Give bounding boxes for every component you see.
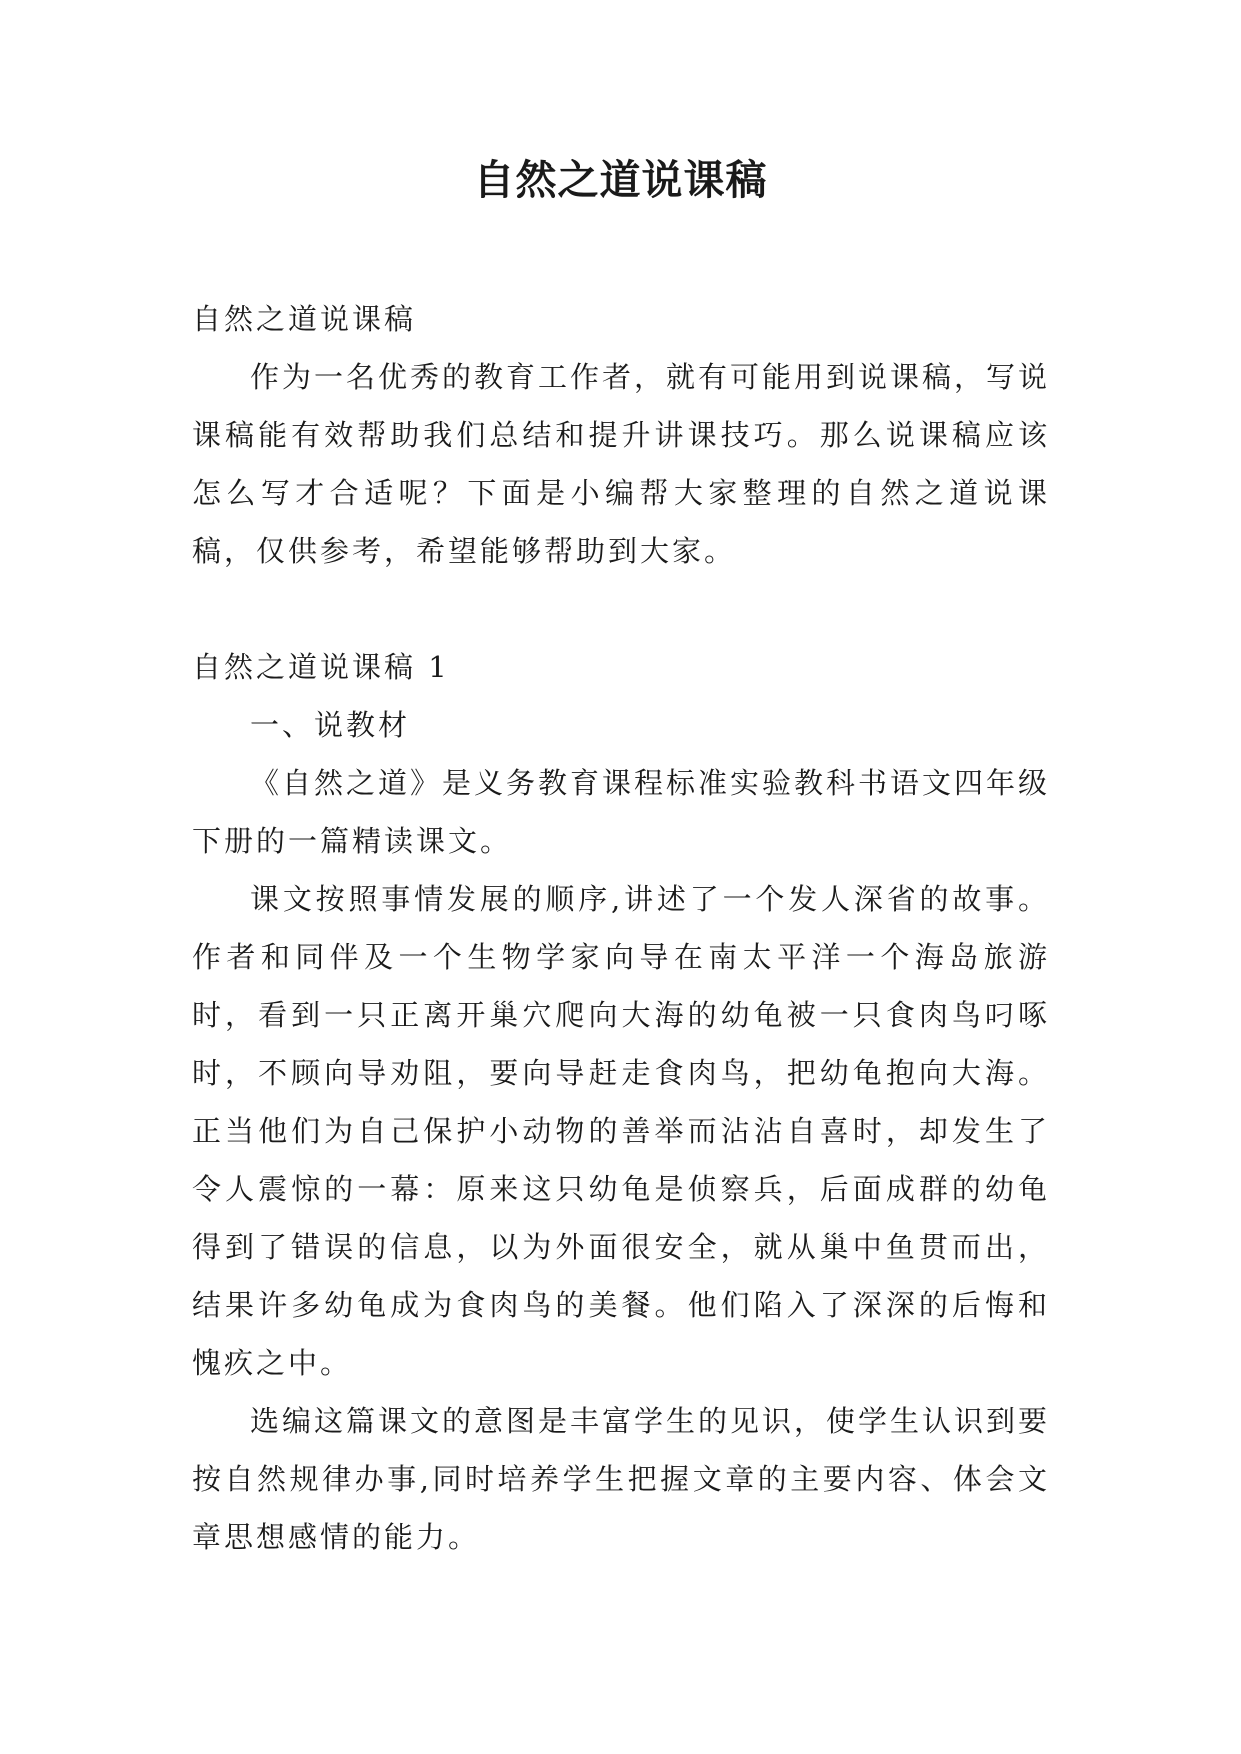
paragraph-textbook: 《自然之道》是义务教育课程标准实验教科书语文四年级下册的一篇精读课文。 [192,766,1051,858]
intro-paragraph: 作为一名优秀的教育工作者，就有可能用到说课稿，写说课稿能有效帮助我们总结和提升讲课技巧。那么说课稿应该怎么写才合适呢？下面是小编帮大家整理的自然之道说课稿，仅供参考，希望能够帮助到大家。 [192,360,1051,568]
section-spacer [192,580,1050,638]
document-subtitle: 自然之道说课稿 [192,302,417,336]
section-title: 自然之道说课稿 1 [192,650,450,684]
paragraph-intent: 选编这篇课文的意图是丰富学生的见识，使学生认识到要按自然规律办事,同时培养学生把握文章的主要内容、体会文章思想感情的能力。 [192,1404,1051,1554]
paragraph-story: 课文按照事情发展的顺序,讲述了一个发人深省的故事。作者和同伴及一个生物学家向导在南太平洋一个海岛旅游时，看到一只正离开巢穴爬向大海的幼龟被一只食肉鸟叼啄时，不顾向导劝阻，要向导赶走食肉鸟，把幼龟抱向大海。正当他们为自己保护小动物的善举而沾沾自喜时，却发生了令人震惊的一幕：原来这只幼龟是侦察兵，后面成群的幼龟得到了错误的信息，以为外面很安全，就从巢中鱼贯而出，结果许多幼龟成为食肉鸟的美餐。他们陷入了深深的后悔和愧疚之中。 [192,882,1050,1380]
document-title: 自然之道说课稿 [473,156,768,204]
section-heading: 一、说教材 [250,708,411,742]
document-body [192,290,1050,1566]
